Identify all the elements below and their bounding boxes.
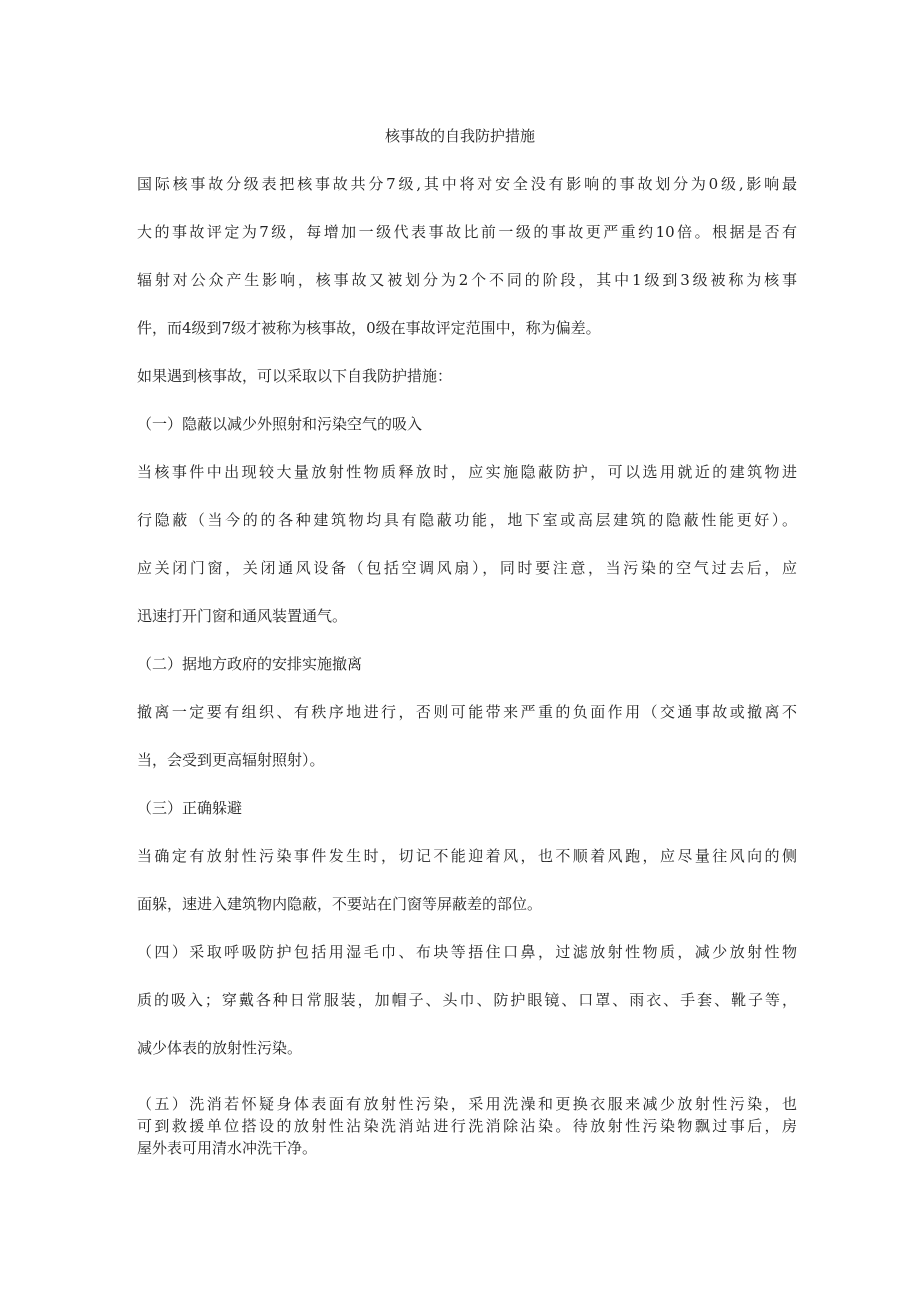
paragraph-line: 当，会受到更高辐射照射）。 [137, 751, 325, 769]
paragraph-line: 如果遇到核事故，可以采取以下自我防护措施： [137, 367, 453, 385]
paragraph-line: 当确定有放射性污染事件发生时，切记不能迎着风，也不顺着风跑，应尽量往风向的侧 [137, 847, 797, 865]
paragraph-line: 行隐蔽（当今的的各种建筑物均具有隐蔽功能，地下室或高层建筑的隐蔽性能更好）。 [137, 511, 797, 529]
paragraph-line: 件，而4级到7级才被称为核事故，0级在事故评定范围中，称为偏差。 [137, 319, 601, 337]
section-heading: （一）隐蔽以减少外照射和污染空气的吸入 [137, 415, 423, 433]
paragraph-line: 迅速打开门窗和通风装置通气。 [137, 607, 348, 625]
paragraph-line: 当核事件中出现较大量放射性物质释放时，应实施隐蔽防护，可以选用就近的建筑物进 [137, 463, 797, 481]
paragraph-line: 质的吸入；穿戴各种日常服装，加帽子、头巾、防护眼镜、口罩、雨衣、手套、靴子等， [137, 991, 797, 1009]
paragraph-line: 辐射对公众产生影响，核事故又被划分为2个不同的阶段，其中1级到3级被称为核事 [137, 271, 797, 289]
section-heading: （二）据地方政府的安排实施撤离 [137, 655, 363, 673]
final-paragraph [137, 1093, 797, 1159]
section-heading: （三）正确躲避 [137, 799, 243, 817]
paragraph-line: （五）洗消若怀疑身体表面有放射性污染，采用洗澡和更换衣服来减少放射性污染，也 [137, 1095, 797, 1113]
document-title: 核事故的自我防护措施 [384, 127, 535, 145]
paragraph-line: 面躲，速进入建筑物内隐蔽，不要站在门窗等屏蔽差的部位。 [137, 895, 543, 913]
paragraph-line: 应关闭门窗，关闭通风设备（包括空调风扇），同时要注意，当污染的空气过去后，应 [137, 559, 797, 577]
paragraph-line: 国际核事故分级表把核事故共分7级,其中将对安全没有影响的事故划分为0级,影响最 [137, 175, 797, 193]
paragraph-line: 屋外表可用清水冲洗干净。 [137, 1139, 318, 1157]
paragraph-line: （四）采取呼吸防护包括用湿毛巾、布块等捂住口鼻，过滤放射性物质，减少放射性物 [137, 943, 797, 961]
paragraph-line: 减少体表的放射性污染。 [137, 1039, 303, 1057]
paragraph-line: 撤离一定要有组织、有秩序地进行，否则可能带来严重的负面作用（交通事故或撤离不 [137, 703, 797, 721]
paragraph-line: 可到救援单位搭设的放射性沾染洗消站进行洗消除沾染。待放射性污染物飘过事后，房 [137, 1117, 797, 1135]
paragraph-line: 大的事故评定为7级，每增加一级代表事故比前一级的事故更严重约10倍。根据是否有 [137, 223, 797, 241]
